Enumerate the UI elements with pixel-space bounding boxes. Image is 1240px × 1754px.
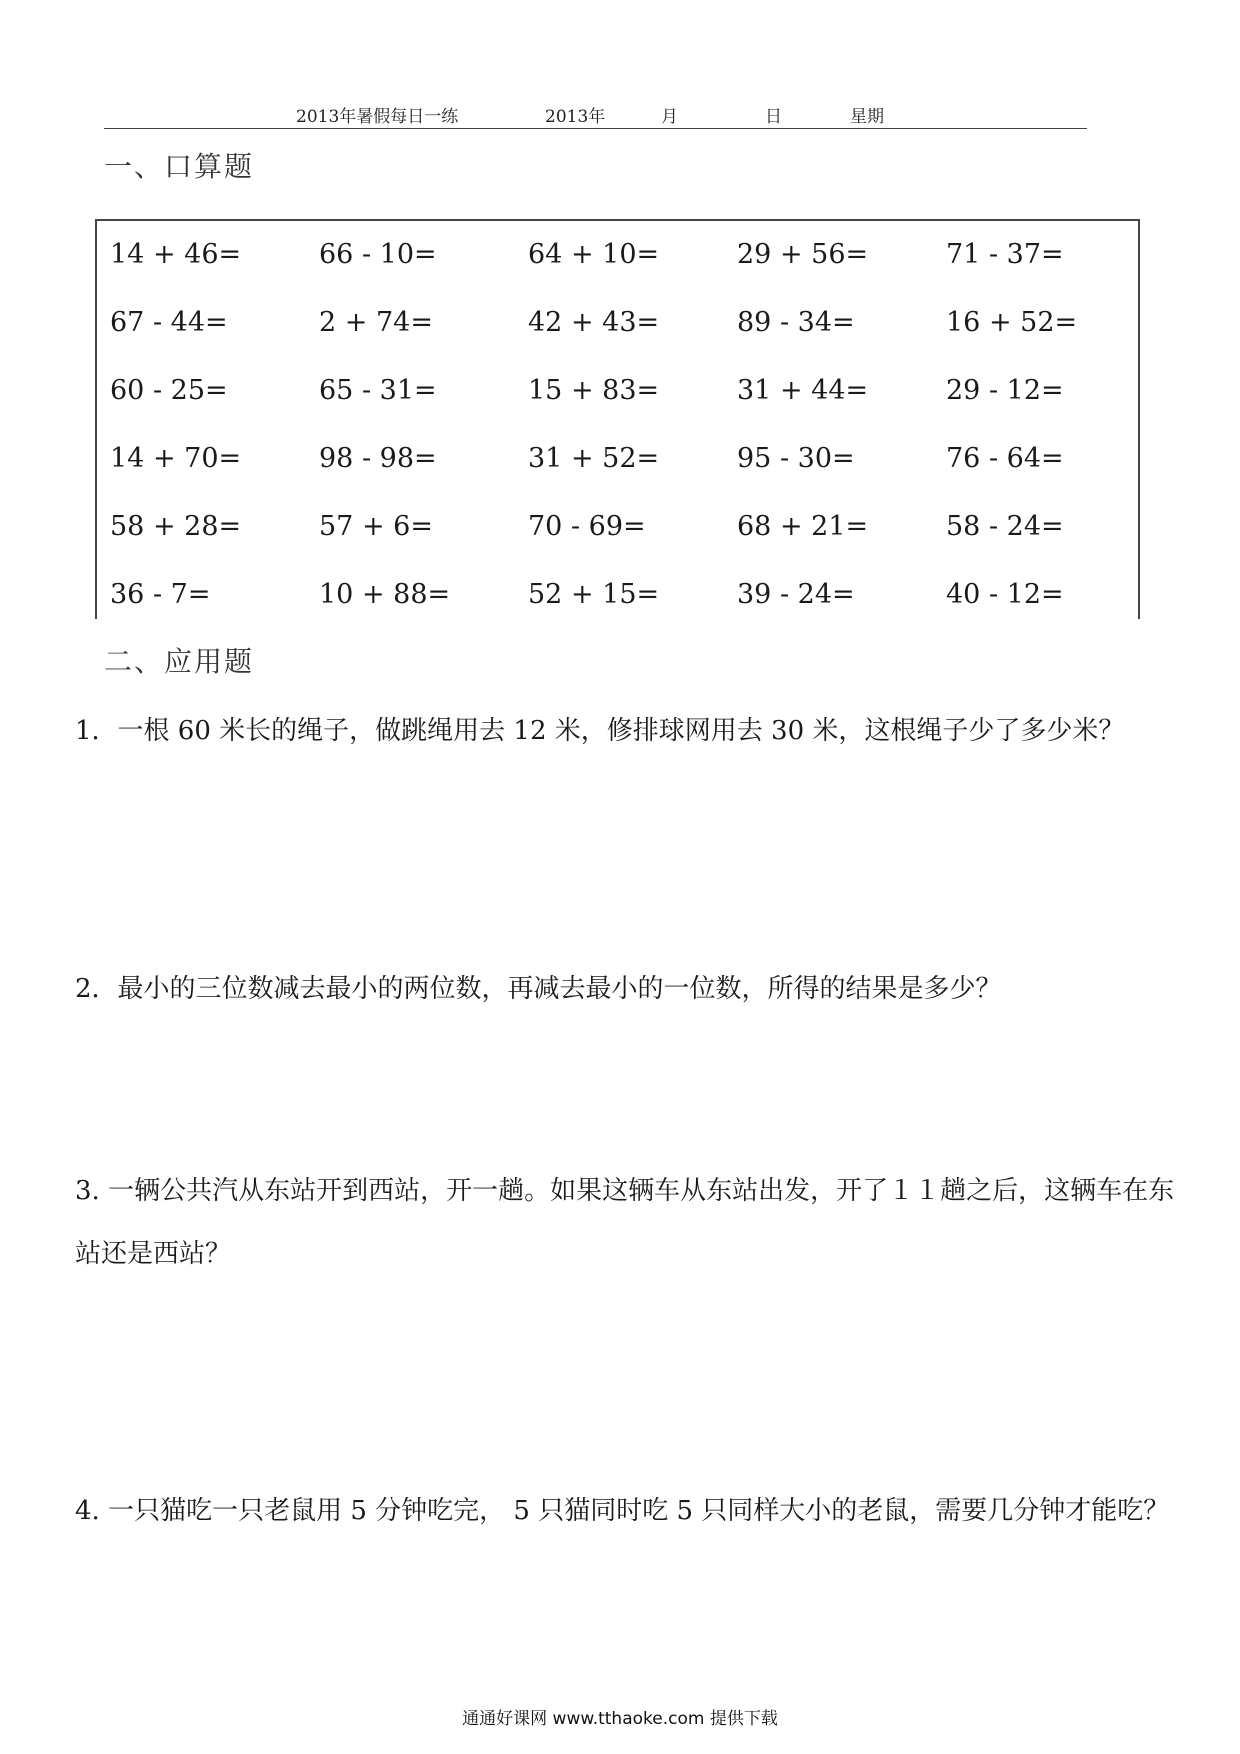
calc-item: 42 + 43=	[528, 307, 660, 338]
calc-item: 10 + 88=	[319, 579, 451, 610]
header-year: 2013年	[545, 107, 606, 127]
calc-item: 52 + 15=	[528, 579, 660, 610]
calc-item: 60 - 25=	[110, 375, 228, 406]
calc-item: 58 + 28=	[110, 511, 242, 542]
calc-item: 14 + 70=	[110, 443, 242, 474]
calc-item: 71 - 37=	[946, 239, 1064, 270]
calc-item: 65 - 31=	[319, 375, 437, 406]
calc-item: 29 + 56=	[737, 239, 869, 270]
section-title-mental-math: 一、口算题	[104, 150, 255, 183]
word-problem-1: 1．一根 60 米长的绳子，做跳绳用去 12 米，修排球网用去 30 米，这根绳子少了多少米？	[75, 716, 1125, 746]
calc-item: 31 + 44=	[737, 375, 869, 406]
calc-item: 58 - 24=	[946, 511, 1064, 542]
worksheet-header	[104, 100, 1087, 129]
word-problem-3: 3. 一辆公共汽从东站开到西站，开一趟。如果这辆车从东站出发，开了１１趟之后，这辆车在东站还是西站？	[75, 1176, 1175, 1269]
calc-item: 64 + 10=	[528, 239, 660, 270]
header-day: 日	[765, 107, 782, 127]
calc-item: 16 + 52=	[946, 307, 1078, 338]
calc-item: 89 - 34=	[737, 307, 855, 338]
calc-item: 70 - 69=	[528, 511, 646, 542]
calc-item: 40 - 12=	[946, 579, 1064, 610]
header-month: 月	[661, 107, 678, 127]
calc-item: 95 - 30=	[737, 443, 855, 474]
calc-item: 76 - 64=	[946, 443, 1064, 474]
calc-item: 29 - 12=	[946, 375, 1064, 406]
calc-item: 66 - 10=	[319, 239, 437, 270]
calc-item: 15 + 83=	[528, 375, 660, 406]
word-problem-4: 4. 一只猫吃一只老鼠用 5 分钟吃完， 5 只猫同时吃 5 只同样大小的老鼠，需要几分钟才能吃？	[75, 1496, 1170, 1526]
section-title-word-problems: 二、应用题	[104, 645, 255, 678]
calc-item: 68 + 21=	[737, 511, 869, 542]
calc-item: 98 - 98=	[319, 443, 437, 474]
word-problem-2: 2．最小的三位数减去最小的两位数，再减去最小的一位数，所得的结果是多少？	[75, 974, 1002, 1004]
footer-source: 通通好课网 www.tthaoke.com 提供下载	[462, 1709, 778, 1729]
calc-item: 31 + 52=	[528, 443, 660, 474]
calc-item: 57 + 6=	[319, 511, 433, 542]
calc-item: 2 + 74=	[319, 307, 433, 338]
mental-math-grid	[110, 237, 1155, 645]
calc-item: 14 + 46=	[110, 239, 242, 270]
calc-item: 36 - 7=	[110, 579, 211, 610]
mental-math-table	[95, 219, 1140, 619]
header-weekday: 星期	[850, 107, 884, 127]
calc-item: 39 - 24=	[737, 579, 855, 610]
header-title: 2013年暑假每日一练	[296, 107, 459, 127]
calc-item: 67 - 44=	[110, 307, 228, 338]
